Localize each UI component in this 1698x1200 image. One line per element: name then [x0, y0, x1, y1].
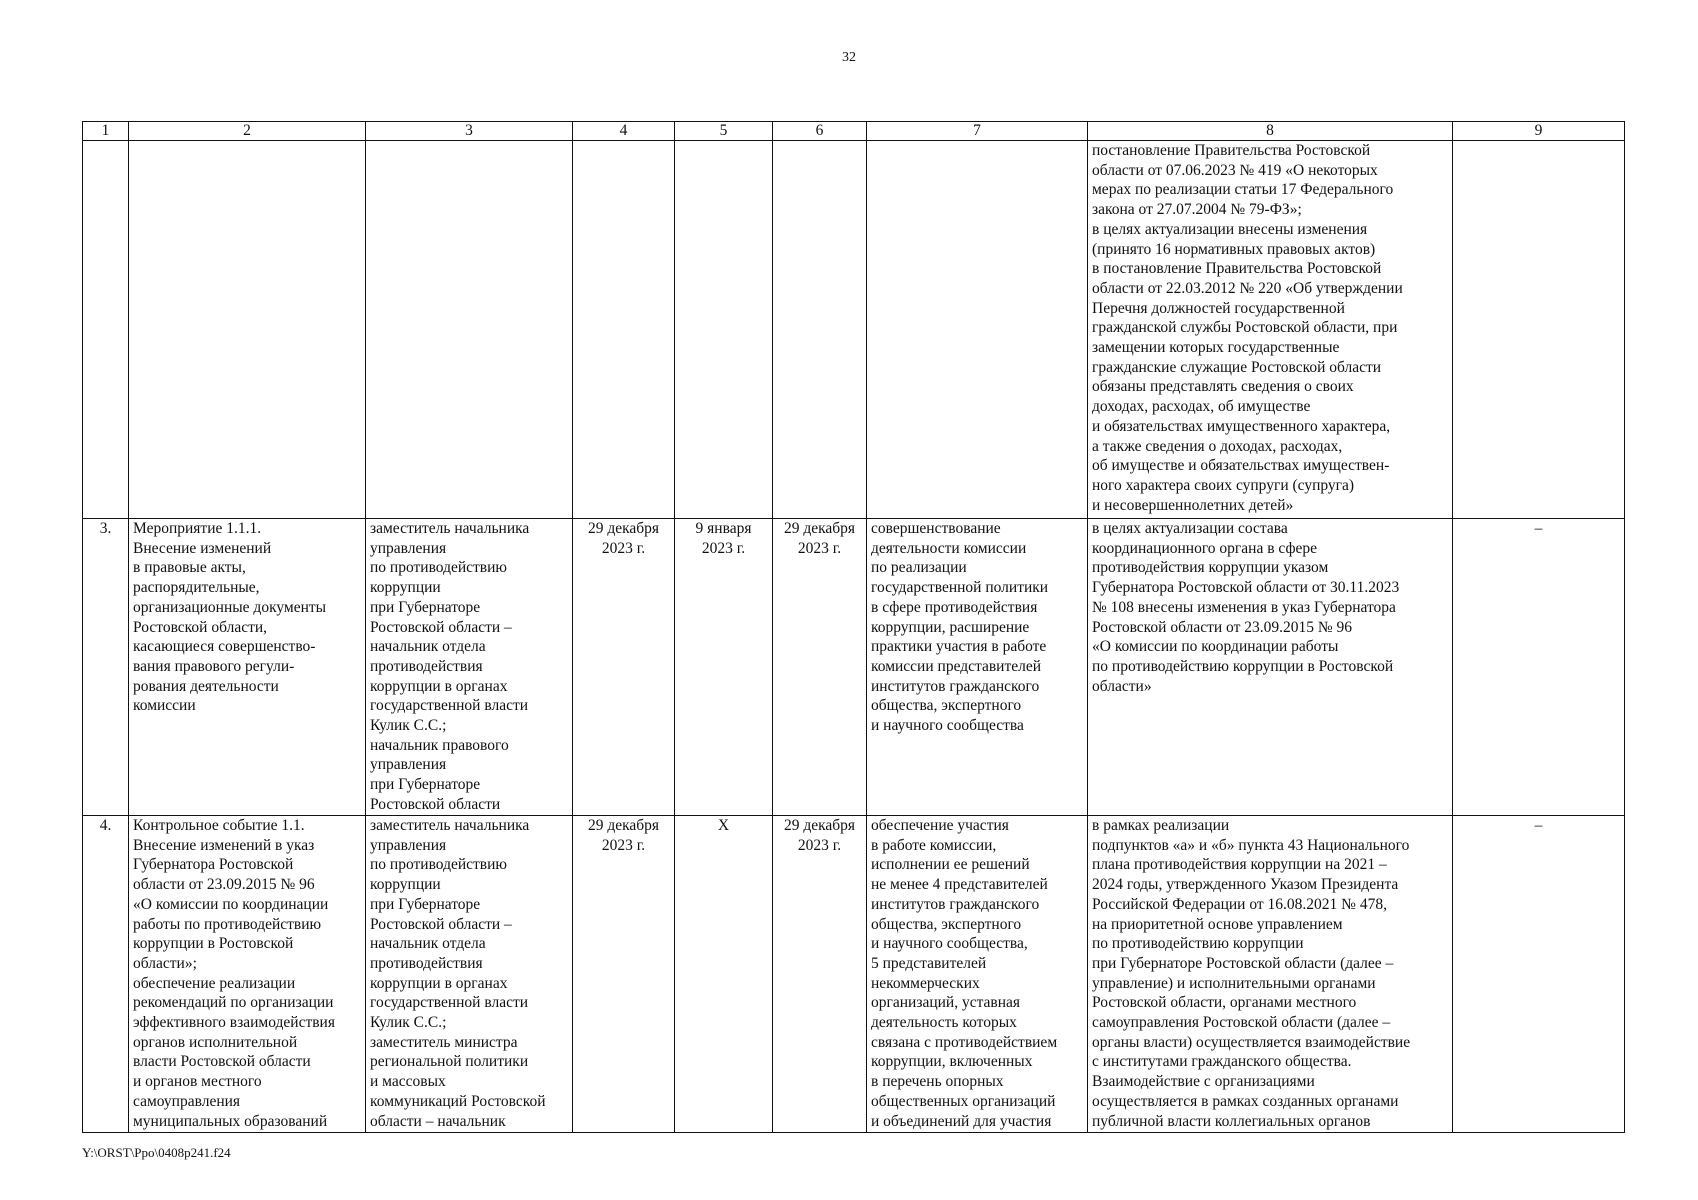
note-cell: – — [1453, 816, 1625, 1133]
planned-date-cell — [573, 141, 675, 519]
table-header-row — [83, 122, 1625, 141]
start-date-cell: Х — [675, 816, 773, 1133]
event-name-cell: Мероприятие 1.1.1. Внесение изменений в правовые акты, распорядительные, организационные документы Ростовской области, касающиеся совершенство- вания правового регули- рования деятельности комиссии — [129, 519, 366, 816]
column-header: 6 — [773, 122, 867, 141]
event-name-cell: Контрольное событие 1.1. Внесение изменений в указ Губернатора Ростовской области от 23.09.2015 № 96 «О комиссии по координации работы по противодействию коррупции в Ростовской области»; обеспечение реализации рекомендаций по организации эффективного взаимодействия органов исполнительной власти Ростовской области и органов местного самоуправления муниципальных образований — [129, 816, 366, 1133]
expected-result-cell: совершенствование деятельности комиссии по реализации государственной политики в сфере противодействия коррупции, расширение практики участия в работе комиссии представителей институтов гражданского общества, экспертного и научного сообщества — [867, 519, 1088, 816]
planned-date-cell: 29 декабря 2023 г. — [573, 816, 675, 1133]
actual-result-cell: в рамках реализации подпунктов «а» и «б» пункта 43 Национального плана противодействия коррупции на 2021 – 2024 годы, утвержденного Указом Президента Российской Федерации от 16.08.2021 № 478, на приоритетной основе управлением по противодействию коррупции при Губернаторе Ростовской области (далее – управление) и исполнительными органами Ростовской области, органами местного самоуправления Ростовской области (далее – органы власти) осуществляется взаимодействие с институтами гражданского общества. Взаимодействие с организациями осуществляется в рамках созданных органами публичной власти коллегиальных органов — [1088, 816, 1453, 1133]
end-date-cell: 29 декабря 2023 г. — [773, 816, 867, 1133]
responsible-cell — [366, 141, 573, 519]
actual-result-cell: постановление Правительства Ростовской области от 07.06.2023 № 419 «О некоторых мерах по реализации статьи 17 Федерального закона от 27.07.2004 № 79-ФЗ»; в целях актуализации внесены изменения (принято 16 нормативных правовых актов) в постановление Правительства Ростовской области от 22.03.2012 № 220 «Об утверждении Перечня должностей государственной гражданской службы Ростовской области, при замещении которых государственные гражданские служащие Ростовской области обязаны представлять сведения о своих доходах, расходах, об имуществе и обязательствах имущественного характера, а также сведения о доходах, расходах, об имуществе и обязательствах имуществен- ного характера своих супруги (супруга) и несовершеннолетних детей» — [1088, 141, 1453, 519]
end-date-cell — [773, 141, 867, 519]
page-number: 32 — [842, 50, 856, 65]
table-row — [83, 141, 1625, 519]
responsible-cell: заместитель начальника управления по противодействию коррупции при Губернаторе Ростовской области – начальник отдела противодействия коррупции в органах государственной власти Кулик С.С.; начальник правового управления при Губернаторе Ростовской области — [366, 519, 573, 816]
column-header: 3 — [366, 122, 573, 141]
row-number — [83, 141, 129, 519]
note-cell — [1453, 141, 1625, 519]
end-date-cell: 29 декабря 2023 г. — [773, 519, 867, 816]
column-header: 4 — [573, 122, 675, 141]
column-header: 5 — [675, 122, 773, 141]
start-date-cell — [675, 141, 773, 519]
expected-result-cell — [867, 141, 1088, 519]
column-header: 7 — [867, 122, 1088, 141]
table-row — [83, 519, 1625, 816]
file-path-footer: Y:\ORST\Ppo\0408p241.f24 — [82, 1145, 231, 1160]
actual-result-cell: в целях актуализации состава координационного органа в сфере противодействия коррупции указом Губернатора Ростовской области от 30.11.2023 № 108 внесены изменения в указ Губернатора Ростовской области от 23.09.2015 № 96 «О комиссии по координации работы по противодействию коррупции в Ростовской области» — [1088, 519, 1453, 816]
note-cell: – — [1453, 519, 1625, 816]
column-header: 1 — [83, 122, 129, 141]
planned-date-cell: 29 декабря 2023 г. — [573, 519, 675, 816]
row-number: 4. — [83, 816, 129, 1133]
responsible-cell: заместитель начальника управления по противодействию коррупции при Губернаторе Ростовской области – начальник отдела противодействия коррупции в органах государственной власти Кулик С.С.; заместитель министра региональной политики и массовых коммуникаций Ростовской области – начальник — [366, 816, 573, 1133]
start-date-cell: 9 января 2023 г. — [675, 519, 773, 816]
report-table — [82, 121, 1625, 1133]
column-header: 2 — [129, 122, 366, 141]
row-number: 3. — [83, 519, 129, 816]
column-header: 9 — [1453, 122, 1625, 141]
table-row — [83, 816, 1625, 1133]
event-name-cell — [129, 141, 366, 519]
column-header: 8 — [1088, 122, 1453, 141]
expected-result-cell: обеспечение участия в работе комиссии, исполнении ее решений не менее 4 представителей институтов гражданского общества, экспертного и научного сообщества, 5 представителей некоммерческих организаций, уставная деятельность которых связана с противодействием коррупции, включенных в перечень опорных общественных организаций и объединений для участия — [867, 816, 1088, 1133]
